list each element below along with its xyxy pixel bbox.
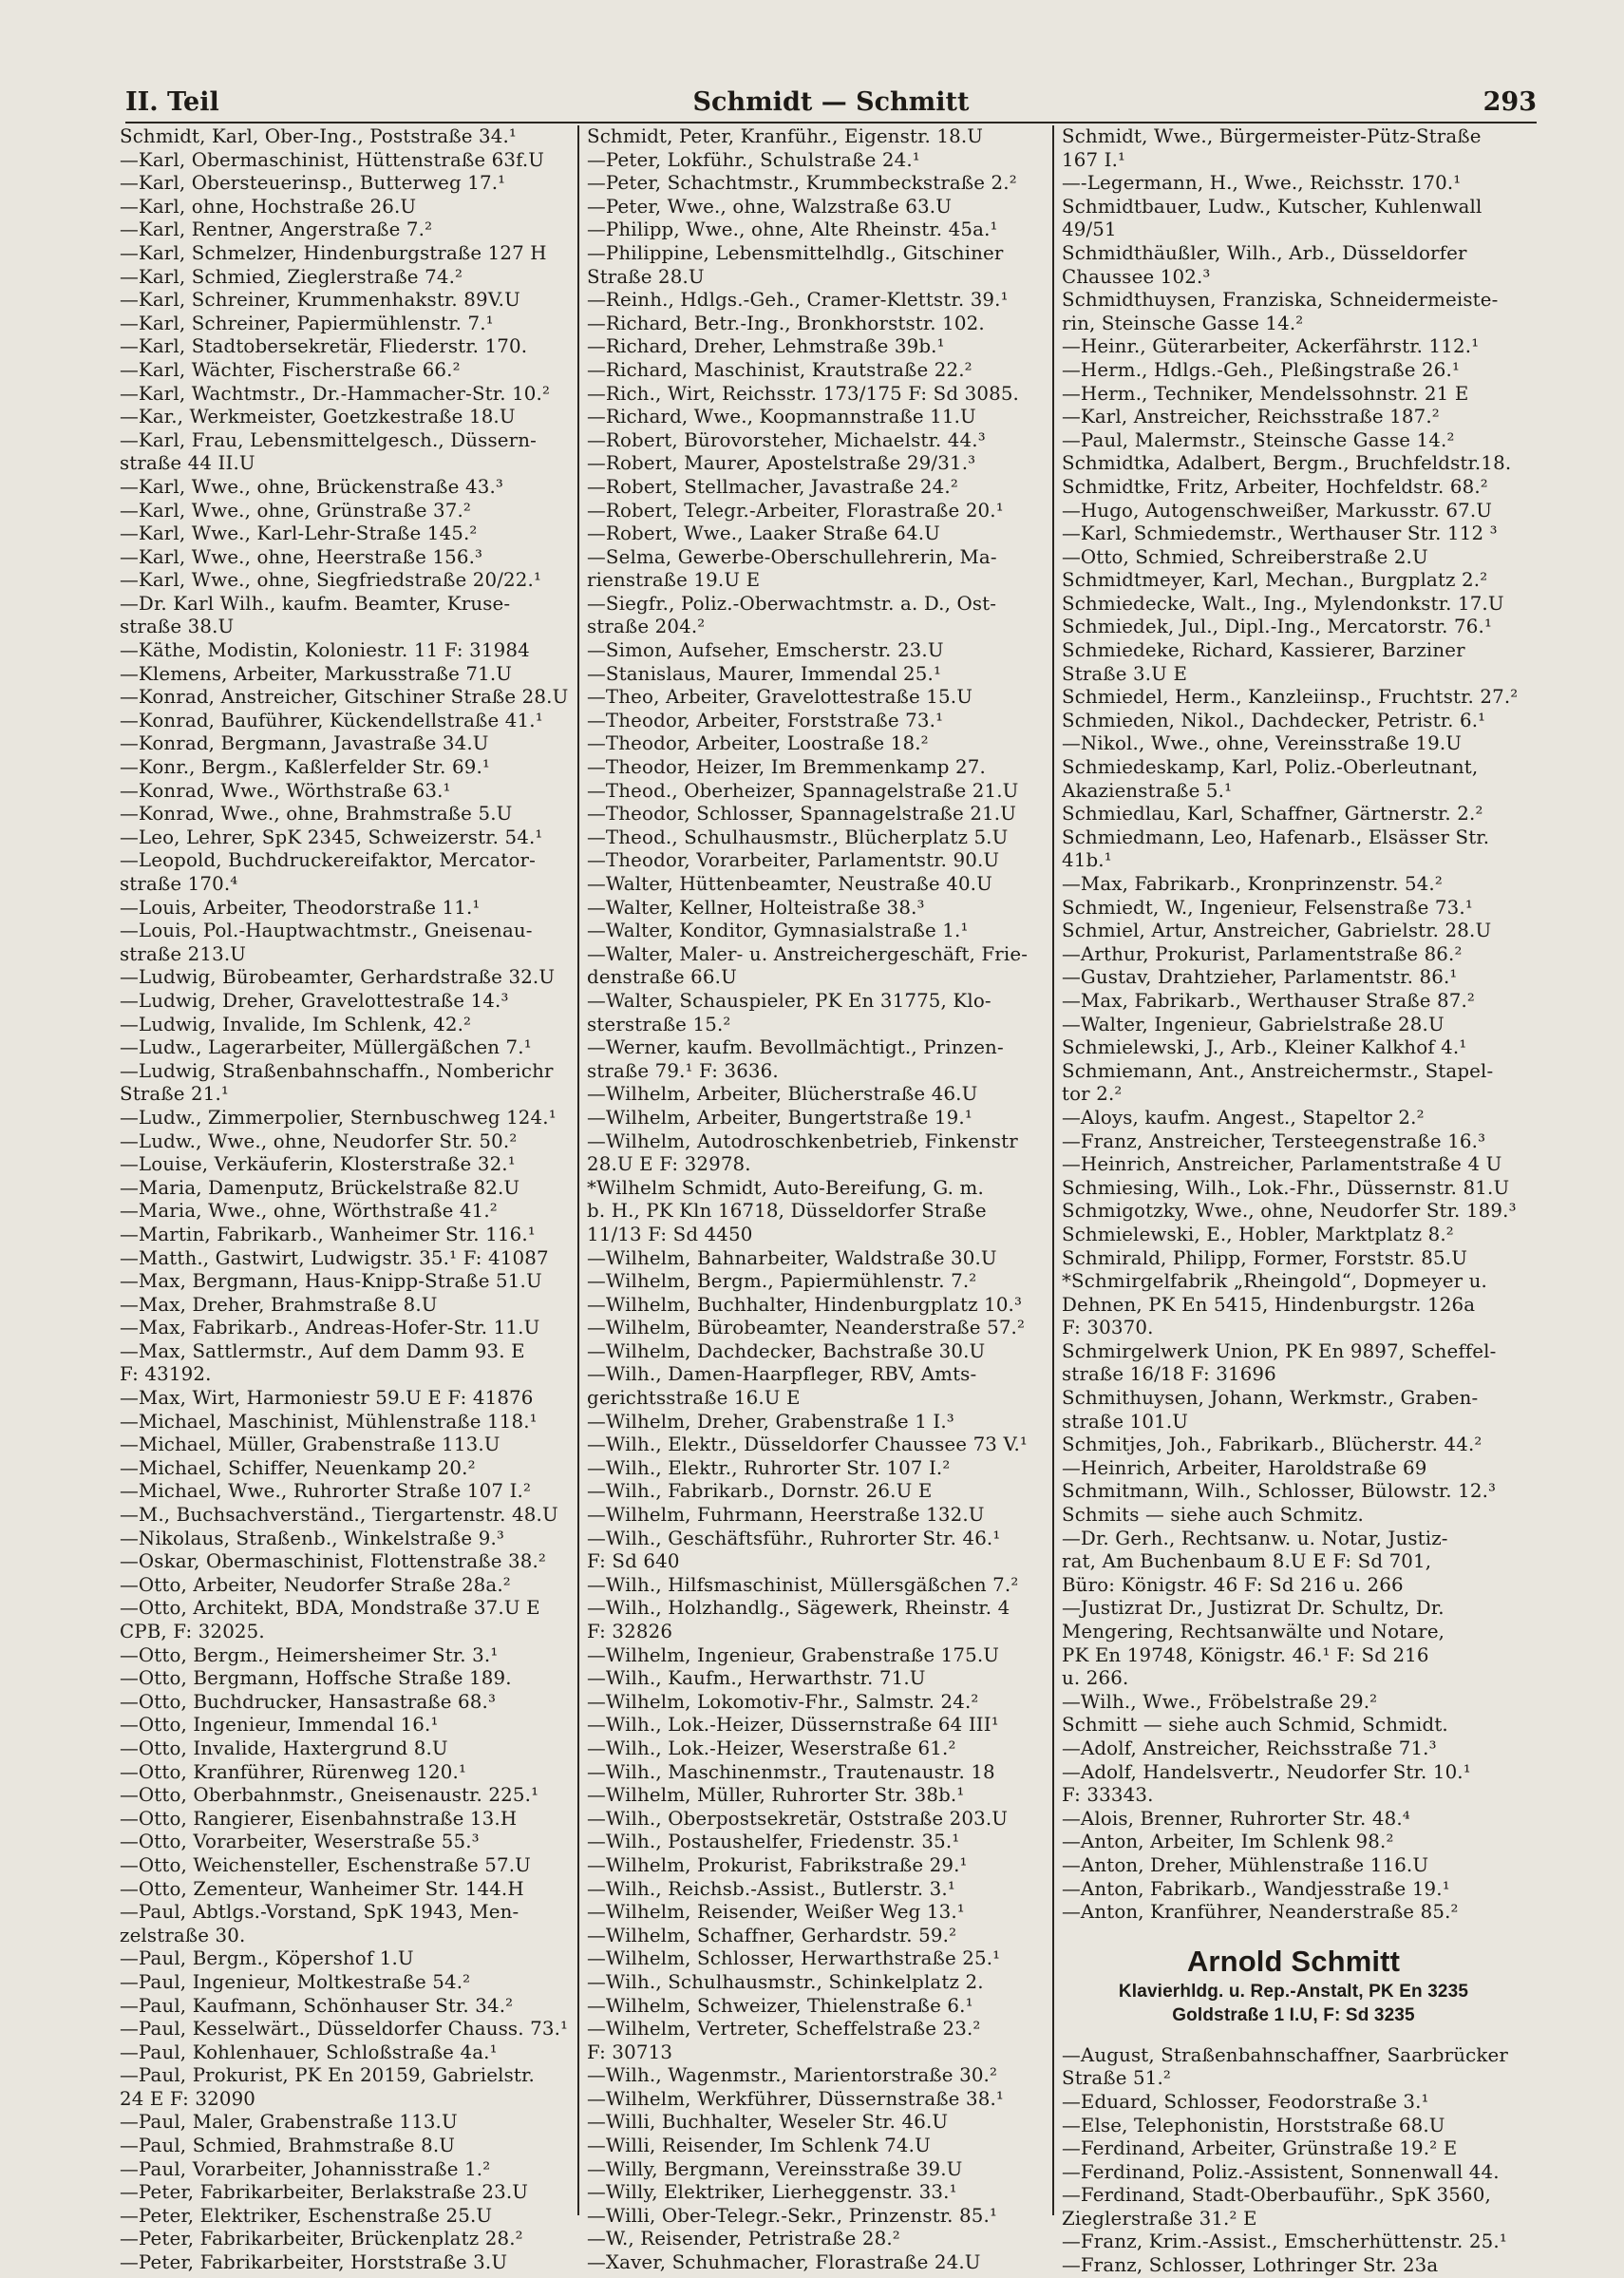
directory-entry-line: —Ferdinand, Arbeiter, Grünstraße 19.² E (1062, 2137, 1458, 2160)
directory-entry-line: —Matth., Gastwirt, Ludwigstr. 35.¹ F: 41087 (120, 1246, 549, 1269)
directory-entry-line: —Wilh., Postaushelfer, Friedenstr. 35.¹ (587, 1831, 960, 1853)
directory-entry-line: —Theodor, Heizer, Im Bremmenkamp 27. (587, 756, 986, 779)
directory-entry-line: —Wilhelm, Schlosser, Herwarthstraße 25.¹ (587, 1947, 1001, 1970)
directory-entry-line: Schmiel, Artur, Anstreicher, Gabrielstr. 28.U (1062, 920, 1492, 942)
directory-entry-line: —Anton, Kranführer, Neanderstraße 85.² (1062, 1901, 1459, 1924)
directory-entry-line: —Karl, ohne, Hochstraße 26.U (120, 195, 417, 218)
directory-entry-line: —Heinr., Güterarbeiter, Ackerfährstr. 112.¹ (1062, 335, 1480, 358)
directory-entry-line: Straße 51.² (1062, 2067, 1171, 2090)
directory-entry-line: —Karl, Wwe., ohne, Grünstraße 37.² (120, 499, 472, 522)
directory-entry-line: —Werner, kaufm. Bevollmächtigt., Prinzen- (587, 1036, 1004, 1059)
directory-entry-line: —Karl, Obermaschinist, Hüttenstraße 63f.U (120, 148, 545, 171)
directory-entry-line: —Wilh., Holzhandlg., Sägewerk, Rheinstr. 4 (587, 1597, 1010, 1620)
directory-entry-line: —Paul, Prokurist, PK En 20159, Gabrielstr. (120, 2064, 535, 2087)
directory-entry-line: —Leo, Lehrer, SpK 2345, Schweizerstr. 54.¹ (120, 826, 543, 848)
directory-entry-line: —Nikol., Wwe., ohne, Vereinsstraße 19.U (1062, 732, 1463, 755)
directory-entry-line: —Wilhelm, Werkführer, Düssernstraße 38.¹ (587, 2087, 1004, 2110)
directory-entry-line: —Max, Sattlermstr., Auf dem Damm 93. E (120, 1339, 525, 1362)
directory-entry-line: —Paul, Kaufmann, Schönhauser Str. 34.² (120, 1994, 514, 2017)
directory-entry-line: —Wilh., Hilfsmaschinist, Müllersgäßchen 7.² (587, 1573, 1019, 1596)
directory-entry-line: Schmirald, Philipp, Former, Forststr. 85.U (1062, 1246, 1468, 1269)
directory-entry-line: —Richard, Betr.-Ing., Bronkhorststr. 102. (587, 312, 985, 334)
directory-entry-line: Straße 3.U E (1062, 662, 1188, 685)
directory-entry-line: straße 16/18 F: 31696 (1062, 1363, 1276, 1386)
column-3 (1052, 125, 1525, 2277)
directory-entry-line: —Wilh., Damen-Haarpfleger, RBV, Amts- (587, 1363, 977, 1386)
directory-entry-line: straße 170.⁴ (120, 873, 238, 895)
directory-entry-line: Schmigotzky, Wwe., ohne, Neudorfer Str. 189.³ (1062, 1200, 1517, 1223)
directory-entry-line: —Peter, Fabrikarbeiter, Brückenplatz 28.² (120, 2228, 523, 2250)
directory-entry-line: —Konrad, Wwe., ohne, Brahmstraße 5.U (120, 803, 513, 826)
directory-entry-line: —Wilh., Wwe., Fröbelstraße 29.² (1062, 1690, 1378, 1713)
directory-entry-line: —Willy, Elektriker, Lierheggenstr. 33.¹ (587, 2181, 957, 2204)
directory-entry-line: Schmiedt, W., Ingenieur, Felsenstraße 73.¹ (1062, 896, 1473, 919)
directory-entry-line: Schmidtbauer, Ludw., Kutscher, Kuhlenwall (1062, 195, 1482, 218)
directory-entry-line: —Karl, Wwe., ohne, Brückenstraße 43.³ (120, 475, 503, 498)
directory-entry-line: —Käthe, Modistin, Koloniestr. 11 F: 31984 (120, 639, 530, 662)
header-rule (125, 122, 1537, 123)
directory-entry-line: Schmidtmeyer, Karl, Mechan., Burgplatz 2.² (1062, 569, 1488, 592)
directory-entry-line: Büro: Königstr. 46 F: Sd 216 u. 266 (1062, 1573, 1404, 1596)
directory-entry-line: —Walter, Konditor, Gymnasialstraße 1.¹ (587, 920, 969, 942)
directory-entry-line: Straße 28.U (587, 265, 705, 288)
directory-entry-line: 28.U E F: 32978. (587, 1153, 751, 1176)
directory-entry-line: Akazienstraße 5.¹ (1062, 779, 1233, 802)
directory-entry-line: —Heinrich, Arbeiter, Haroldstraße 69 (1062, 1456, 1427, 1479)
directory-entry-line: rat, Am Buchenbaum 8.U E F: Sd 701, (1062, 1550, 1432, 1573)
directory-entry-line: —Else, Telephonistin, Horststraße 68.U (1062, 2114, 1445, 2136)
directory-entry-line: —Ludwig, Bürobeamter, Gerhardstraße 32.U (120, 966, 556, 989)
directory-entry-line: —Wilhelm, Prokurist, Fabrikstraße 29.¹ (587, 1853, 968, 1876)
directory-entry-line: —-Legermann, H., Wwe., Reichsstr. 170.¹ (1062, 172, 1462, 195)
directory-entry-line: —Paul, Schmied, Brahmstraße 8.U (120, 2135, 456, 2157)
directory-entry-line: —Wilhelm, Autodroschkenbetrieb, Finkenstr (587, 1130, 1018, 1152)
directory-entry-line: —Heinrich, Anstreicher, Parlamentstraße 4 U (1062, 1153, 1502, 1176)
advert-line-1: Klavierhldg. u. Rep.-Anstalt, PK En 3235 (1118, 1981, 1469, 2002)
directory-entry-line: —Michael, Maschinist, Mühlenstraße 118.¹ (120, 1410, 538, 1433)
directory-entry-line: —Wilhelm, Müller, Ruhrorter Str. 38b.¹ (587, 1784, 965, 1807)
directory-entry-line: Schmiedel, Herm., Kanzleiinsp., Fruchtstr. 27.² (1062, 686, 1519, 709)
directory-entry-line: —Theodor, Schlosser, Spannagelstraße 21.U (587, 803, 1017, 826)
directory-entry-line: Schmiedecke, Walt., Ing., Mylendonkstr. 17.U (1062, 592, 1504, 615)
directory-entry-line: —Peter, Wwe., ohne, Walzstraße 63.U (587, 195, 953, 218)
directory-entry-line: —Theo, Arbeiter, Gravelottestraße 15.U (587, 686, 973, 709)
directory-entry-line: —Otto, Architekt, BDA, Mondstraße 37.U E (120, 1597, 540, 1620)
directory-entry-line: —Wilhelm, Fuhrmann, Heerstraße 132.U (587, 1504, 985, 1527)
directory-entry-line: PK En 19748, Königstr. 46.¹ F: Sd 216 (1062, 1643, 1429, 1666)
directory-entry-line: —Paul, Kohlenhauer, Schloßstraße 4a.¹ (120, 2041, 498, 2063)
directory-entry-line: rienstraße 19.U E (587, 569, 761, 592)
directory-entry-line: —Ludwig, Invalide, Im Schlenk, 42.² (120, 1013, 472, 1035)
directory-entry-line: —Franz, Anstreicher, Tersteegenstraße 16.³ (1062, 1130, 1486, 1152)
directory-entry-line: Schmitjes, Joh., Fabrikarb., Blücherstr. 44.² (1062, 1433, 1482, 1456)
directory-entry-line: —Herm., Hdlgs.-Geh., Pleßingstraße 26.¹ (1062, 358, 1461, 381)
directory-entry-line: Schmidt, Karl, Ober-Ing., Poststraße 34.¹ (120, 125, 517, 147)
directory-entry-line: straße 213.U (120, 942, 247, 965)
directory-entry-line: —Willi, Reisender, Im Schlenk 74.U (587, 2135, 931, 2157)
directory-entry-line: Schmidt, Peter, Kranführ., Eigenstr. 18.U (587, 125, 984, 147)
advert-name: Arnold Schmitt (1186, 1944, 1401, 1978)
directory-entry-line: —Wilhelm, Arbeiter, Bungertstraße 19.¹ (587, 1106, 973, 1129)
directory-entry-line: —Karl, Wwe., ohne, Siegfriedstraße 20/22.¹ (120, 569, 542, 592)
directory-entry-line: —Wilh., Schulhausmstr., Schinkelplatz 2. (587, 1970, 984, 1993)
directory-entry-line: —Klemens, Arbeiter, Markusstraße 71.U (120, 662, 513, 685)
directory-entry-line: b. H., PK Kln 16718, Düsseldorfer Straße (587, 1200, 987, 1223)
directory-entry-line: —Arthur, Prokurist, Parlamentstraße 86.² (1062, 942, 1463, 965)
directory-entry-line: —Otto, Rangierer, Eisenbahnstraße 13.H (120, 1807, 518, 1830)
directory-entry-line: rin, Steinsche Gasse 14.² (1062, 312, 1304, 334)
directory-entry-line: —Peter, Fabrikarbeiter, Berlakstraße 23.U (120, 2181, 529, 2204)
directory-entry-line: —Louise, Verkäuferin, Klosterstraße 32.¹ (120, 1153, 516, 1176)
directory-entry-line: —Ludw., Lagerarbeiter, Müllergäßchen 7.¹ (120, 1036, 532, 1059)
directory-entry-line: —Walter, Kellner, Holteistraße 38.³ (587, 896, 925, 919)
directory-entry-line: —Wilh., Maschinenmstr., Trautenaustr. 18 (587, 1760, 995, 1783)
directory-entry-line: straße 79.¹ F: 3636. (587, 1059, 779, 1082)
directory-entry-line: —Michael, Müller, Grabenstraße 113.U (120, 1433, 500, 1456)
directory-entry-line: —Richard, Dreher, Lehmstraße 39b.¹ (587, 335, 945, 358)
directory-entry-line: —Theod., Oberheizer, Spannagelstraße 21.U (587, 779, 1019, 802)
directory-entry-line: F: 32826 (587, 1621, 673, 1642)
directory-entry-line: —Oskar, Obermaschinist, Flottenstraße 38.² (120, 1550, 546, 1573)
directory-entry-line: —Willi, Buchhalter, Weseler Str. 46.U (587, 2111, 949, 2134)
directory-entry-line: —Walter, Schauspieler, PK En 31775, Klo- (587, 989, 991, 1012)
directory-entry-line: Schmiedek, Jul., Dipl.-Ing., Mercatorstr. 76.¹ (1062, 616, 1493, 638)
directory-entry-line: —Konrad, Bauführer, Kückendellstraße 41.¹ (120, 709, 543, 731)
directory-entry-line: —Otto, Oberbahnmstr., Gneisenaustr. 225.¹ (120, 1784, 539, 1807)
directory-entry-line: —Wilhelm, Buchhalter, Hindenburgplatz 10.³ (587, 1293, 1023, 1316)
directory-entry-line: —Peter, Schachtmstr., Krummbeckstraße 2.² (587, 172, 1017, 195)
directory-entry-line: —Otto, Ingenieur, Immendal 16.¹ (120, 1714, 439, 1737)
directory-entry-line: u. 266. (1062, 1667, 1129, 1690)
directory-entry-line: —Robert, Bürovorsteher, Michaelstr. 44.³ (587, 428, 986, 451)
directory-entry-line: —Nikolaus, Straßenb., Winkelstraße 9.³ (120, 1527, 504, 1549)
part-label: II. Teil (125, 87, 219, 117)
directory-entry-line: —Karl, Obersteuerinsp., Butterweg 17.¹ (120, 172, 506, 195)
directory-entry-line: —W., Reisender, Petristraße 28.² (587, 2228, 900, 2250)
directory-entry-line: Schmitt — siehe auch Schmid, Schmidt. (1062, 1714, 1448, 1737)
directory-entry-line: —Xaver, Schuhmacher, Florastraße 24.U (587, 2251, 981, 2274)
directory-entry-line: Chaussee 102.³ (1062, 265, 1211, 288)
directory-entry-line: —Peter, Lokführ., Schulstraße 24.¹ (587, 148, 920, 171)
directory-entry-line: Schmieden, Nikol., Dachdecker, Petristr. 6.¹ (1062, 709, 1486, 731)
directory-entry-line: —Wilhelm, Reisender, Weißer Weg 13.¹ (587, 1901, 965, 1924)
directory-entry-line: —Konrad, Anstreicher, Gitschiner Straße 28.U (120, 686, 569, 709)
page-title: Schmidt — Schmitt (692, 87, 970, 117)
directory-entry-line: —Karl, Schmiedemstr., Werthauser Str. 112 ³ (1062, 522, 1498, 545)
directory-entry-line: —Otto, Zementeur, Wanheimer Str. 144.H (120, 1877, 524, 1900)
directory-entry-line: —Paul, Vorarbeiter, Johannisstraße 1.² (120, 2157, 491, 2180)
directory-entry-line: —Ludwig, Straßenbahnschaffn., Nomberichr (120, 1059, 554, 1082)
directory-entry-line: —Wilh., Elektr., Düsseldorfer Chaussee 73 V.¹ (587, 1433, 1028, 1456)
directory-entry-line: Straße 21.¹ (120, 1083, 229, 1106)
directory-entry-line: —Alois, Brenner, Ruhrorter Str. 48.⁴ (1062, 1807, 1410, 1830)
directory-entry-line: —Max, Fabrikarb., Andreas-Hofer-Str. 11.U (120, 1317, 540, 1339)
directory-entry-line: —Michael, Schiffer, Neuenkamp 20.² (120, 1456, 476, 1479)
directory-entry-line: —Theodor, Vorarbeiter, Parlamentstr. 90.U (587, 849, 1000, 872)
directory-entry-line: *Wilhelm Schmidt, Auto-Bereifung, G. m. (587, 1176, 984, 1199)
directory-entry-line: —Karl, Schmelzer, Hindenburgstraße 127 H (120, 241, 547, 264)
directory-entry-line: —Peter, Elektriker, Eschenstraße 25.U (120, 2204, 493, 2227)
directory-entry-line: F: 30713 (587, 2041, 673, 2063)
directory-entry-line: Schmiesing, Wilh., Lok.-Fhr., Düssernstr. 81.U (1062, 1176, 1510, 1199)
directory-entry-line: straße 44 II.U (120, 452, 255, 475)
directory-entry-line: —Otto, Bergmann, Hoffsche Straße 189. (120, 1667, 512, 1690)
directory-entry-line: —Ludw., Zimmerpolier, Sternbuschweg 124.¹ (120, 1106, 557, 1129)
directory-entry-line: sterstraße 15.² (587, 1013, 731, 1035)
directory-entry-line: —Max, Bergmann, Haus-Knipp-Straße 51.U (120, 1270, 542, 1293)
page-header (125, 87, 1537, 125)
directory-entry-line: —Wilhelm, Bahnarbeiter, Waldstraße 30.U (587, 1246, 997, 1269)
directory-entry-line: —Dr. Gerh., Rechtsanw. u. Notar, Justiz- (1062, 1527, 1448, 1549)
directory-entry-line: —Kar., Werkmeister, Goetzkestraße 18.U (120, 406, 516, 428)
directory-entry-line: Schmiedmann, Leo, Hafenarb., Elsässer Str. (1062, 826, 1490, 848)
directory-entry-line: —Wilhelm, Dreher, Grabenstraße 1 I.³ (587, 1410, 954, 1433)
directory-entry-line: —Wilhelm, Ingenieur, Grabenstraße 175.U (587, 1643, 1000, 1666)
directory-entry-line: —Justizrat Dr., Justizrat Dr. Schultz, Dr. (1062, 1597, 1445, 1620)
directory-entry-line: —Franz, Schlosser, Lothringer Str. 23a (1062, 2254, 1439, 2277)
directory-entry-line: 49/51 (1062, 218, 1117, 241)
directory-entry-line: Schmiemann, Ant., Anstreichermstr., Stapel- (1062, 1059, 1494, 1082)
directory-entry-line: F: 43192. (120, 1363, 212, 1386)
directory-entry-line: denstraße 66.U (587, 966, 737, 989)
directory-entry-line: —Ludwig, Dreher, Gravelottestraße 14.³ (120, 989, 509, 1012)
directory-entry-line: —Martin, Fabrikarb., Wanheimer Str. 116.¹ (120, 1223, 536, 1245)
directory-entry-line: —Karl, Wachtmstr., Dr.-Hammacher-Str. 10.² (120, 382, 551, 405)
directory-entry-line: —Max, Wirt, Harmoniestr 59.U E F: 41876 (120, 1387, 534, 1410)
directory-entry-line: —Otto, Bergm., Heimersheimer Str. 3.¹ (120, 1643, 499, 1666)
column-3-entries-top (1062, 125, 1525, 1925)
directory-entry-line: *Schmirgelfabrik „Rheingold“, Dopmeyer u. (1062, 1270, 1487, 1293)
directory-entry-line: —Robert, Maurer, Apostelstraße 29/31.³ (587, 452, 976, 475)
advertisement (1062, 1944, 1525, 2027)
directory-entry-line: —Wilh., Reichsb.-Assist., Butlerstr. 3.¹ (587, 1877, 955, 1900)
directory-entry-line: Schmiedeke, Richard, Kassierer, Barziner (1062, 639, 1465, 662)
directory-entry-line: Zieglerstraße 31.² E (1062, 2207, 1257, 2230)
directory-entry-line: —Wilh., Oberpostsekretär, Oststraße 203.U (587, 1807, 1009, 1830)
directory-entry-line: —Wilhelm, Bergm., Papiermühlenstr. 7.² (587, 1270, 977, 1293)
directory-entry-line: Schmidthuysen, Franziska, Schneidermeiste- (1062, 289, 1499, 312)
directory-entry-line: —Paul, Ingenieur, Moltkestraße 54.² (120, 1970, 471, 1993)
directory-entry-line: —Ludw., Wwe., ohne, Neudorfer Str. 50.² (120, 1130, 518, 1152)
directory-entry-line: —Theodor, Arbeiter, Forststraße 73.¹ (587, 709, 944, 731)
directory-entry-line: —Louis, Arbeiter, Theodorstraße 11.¹ (120, 896, 481, 919)
directory-entry-line: —Paul, Abtlgs.-Vorstand, SpK 1943, Men- (120, 1901, 519, 1924)
directory-entry-line: —Philippine, Lebensmittelhdlg., Gitschiner (587, 241, 1004, 264)
directory-page (112, 84, 1537, 2277)
directory-entry-line: —Simon, Aufseher, Emscherstr. 23.U (587, 639, 944, 662)
directory-entry-line: —Konrad, Wwe., Wörthstraße 63.¹ (120, 779, 451, 802)
directory-entry-line: —Maria, Wwe., ohne, Wörthstraße 41.² (120, 1200, 498, 1223)
directory-entry-line: F: 33343. (1062, 1784, 1154, 1807)
directory-entry-line: CPB, F: 32025. (120, 1621, 265, 1642)
directory-entry-line: Schmidtke, Fritz, Arbeiter, Hochfeldstr. 68.² (1062, 475, 1488, 498)
directory-entry-line: —Max, Dreher, Brahmstraße 8.U (120, 1293, 438, 1316)
column-3-entries-bottom (1062, 2044, 1525, 2278)
directory-entry-line: 11/13 F: Sd 4450 (587, 1223, 753, 1245)
directory-entry-line: —Karl, Anstreicher, Reichsstraße 187.² (1062, 406, 1440, 428)
directory-entry-line: —Richard, Maschinist, Krautstraße 22.² (587, 358, 973, 381)
directory-entry-line: —Wilh., Lok.-Heizer, Düssernstraße 64 III¹ (587, 1714, 999, 1737)
directory-entry-line: —Otto, Buchdrucker, Hansastraße 68.³ (120, 1690, 497, 1713)
directory-entry-line: —Stanislaus, Maurer, Immendal 25.¹ (587, 662, 942, 685)
directory-entry-line: —Wilhelm, Schweizer, Thielenstraße 6.¹ (587, 1994, 973, 2017)
directory-entry-line: Schmirgelwerk Union, PK En 9897, Scheffel- (1062, 1339, 1497, 1362)
directory-entry-line: F: 30370. (1062, 1317, 1154, 1339)
directory-entry-line: —Walter, Ingenieur, Gabrielstraße 28.U (1062, 1013, 1445, 1035)
directory-entry-line: Schmits — siehe auch Schmitz. (1062, 1504, 1364, 1527)
directory-entry-line: —Walter, Hüttenbeamter, Neustraße 40.U (587, 873, 992, 895)
directory-entry-line: —Philipp, Wwe., ohne, Alte Rheinstr. 45a.¹ (587, 218, 998, 241)
directory-entry-line: —Paul, Kesselwärt., Düsseldorfer Chauss. 73.¹ (120, 2018, 569, 2041)
page-number: 293 (1482, 87, 1537, 117)
directory-entry-line: —Theod., Schulhausmstr., Blücherplatz 5.U (587, 826, 1009, 848)
directory-entry-line: —Otto, Arbeiter, Neudorfer Straße 28a.² (120, 1573, 511, 1596)
directory-entry-line: —Wilh., Elektr., Ruhrorter Str. 107 I.² (587, 1456, 951, 1479)
directory-entry-line: —Karl, Stadtobersekretär, Fliederstr. 170. (120, 335, 528, 358)
directory-entry-line: —Willi, Ober-Telegr.-Sekr., Prinzenstr. 85.¹ (587, 2204, 998, 2227)
directory-entry-line: —Konrad, Bergmann, Javastraße 34.U (120, 732, 489, 755)
directory-entry-line: —Gustav, Drahtzieher, Parlamentstr. 86.¹ (1062, 966, 1458, 989)
directory-entry-line: F: Sd 640 (587, 1550, 680, 1573)
directory-entry-line: —Karl, Schmied, Zieglerstraße 74.² (120, 265, 463, 288)
directory-entry-line: straße 38.U (120, 616, 235, 638)
directory-entry-line: Schmiedeskamp, Karl, Poliz.-Oberleutnant, (1062, 756, 1479, 779)
directory-entry-line: zelstraße 30. (120, 1924, 246, 1946)
directory-entry-line: Schmiedlau, Karl, Schaffner, Gärtnerstr. 2.² (1062, 803, 1483, 826)
directory-entry-line: tor 2.² (1062, 1083, 1123, 1106)
directory-entry-line: —Selma, Gewerbe-Oberschullehrerin, Ma- (587, 545, 997, 568)
directory-entry-line: —Wilhelm, Schaffner, Gerhardstr. 59.² (587, 1924, 957, 1946)
directory-entry-line: —Otto, Weichensteller, Eschenstraße 57.U (120, 1853, 531, 1876)
directory-entry-line: Schmithuysen, Johann, Werkmstr., Graben- (1062, 1387, 1479, 1410)
directory-entry-line: —Paul, Maler, Grabenstraße 113.U (120, 2111, 458, 2134)
directory-entry-line: —Wilh., Kaufm., Herwarthstr. 71.U (587, 1667, 926, 1690)
directory-entry-line: straße 204.² (587, 616, 706, 638)
directory-entry-line: —Leopold, Buchdruckereifaktor, Mercator- (120, 849, 536, 872)
directory-entry-line: —Max, Fabrikarb., Kronprinzenstr. 54.² (1062, 873, 1443, 895)
directory-entry-line: Dehnen, PK En 5415, Hindenburgstr. 126a (1062, 1293, 1476, 1316)
directory-entry-line: Schmielewski, J., Arb., Kleiner Kalkhof 4.¹ (1062, 1036, 1467, 1059)
directory-entry-line: —Franz, Krim.-Assist., Emscherhüttenstr. 25.¹ (1062, 2231, 1507, 2253)
directory-entry-line: —Wilh., Fabrikarb., Dornstr. 26.U E (587, 1480, 933, 1503)
directory-entry-line: Schmitmann, Wilh., Schlosser, Bülowstr. 12.³ (1062, 1480, 1497, 1503)
directory-entry-line: —Karl, Schreiner, Papiermühlenstr. 7.¹ (120, 312, 494, 334)
directory-entry-line: 167 I.¹ (1062, 148, 1126, 171)
directory-entry-line: —Otto, Vorarbeiter, Weserstraße 55.³ (120, 1831, 480, 1853)
directory-entry-line: —Konr., Bergm., Kaßlerfelder Str. 69.¹ (120, 756, 490, 779)
directory-entry-line: —Wilh., Lok.-Heizer, Weserstraße 61.² (587, 1737, 956, 1759)
directory-entry-line: —Reinh., Hdlgs.-Geh., Cramer-Klettstr. 39.¹ (587, 289, 1009, 312)
advert-line-2: Goldstraße 1 I.U, F: Sd 3235 (1172, 2004, 1415, 2025)
directory-entry-line: —Eduard, Schlosser, Feodorstraße 3.¹ (1062, 2090, 1429, 2113)
directory-entry-line: straße 101.U (1062, 1410, 1189, 1433)
directory-entry-line: 24 E F: 32090 (120, 2087, 256, 2110)
directory-entry-line: —Wilh., Geschäftsführ., Ruhrorter Str. 46.¹ (587, 1527, 1001, 1549)
directory-entry-line: —Anton, Fabrikarb., Wandjesstraße 19.¹ (1062, 1877, 1450, 1900)
directory-entry-line: —Maria, Damenputz, Brückelstraße 82.U (120, 1176, 520, 1199)
directory-entry-line: —Otto, Schmied, Schreiberstraße 2.U (1062, 545, 1428, 568)
directory-entry-line: —Robert, Telegr.-Arbeiter, Florastraße 20.¹ (587, 499, 1004, 522)
directory-entry-line: —Aloys, kaufm. Angest., Stapeltor 2.² (1062, 1106, 1425, 1129)
directory-entry-line: —Herm., Techniker, Mendelssohnstr. 21 E (1062, 382, 1469, 405)
column-2 (577, 125, 1041, 2274)
directory-entry-line: Schmidtka, Adalbert, Bergm., Bruchfeldstr.18. (1062, 452, 1512, 475)
directory-entry-line: —August, Straßenbahnschaffner, Saarbrücker (1062, 2043, 1508, 2066)
directory-entry-line: —Peter, Fabrikarbeiter, Horststraße 3.U (120, 2251, 508, 2274)
directory-entry-line: —Rich., Wirt, Reichsstr. 173/175 F: Sd 3085. (587, 382, 1019, 405)
directory-entry-line: —Robert, Wwe., Laaker Straße 64.U (587, 522, 940, 545)
directory-entry-line: —Karl, Wächter, Fischerstraße 66.² (120, 358, 461, 381)
directory-entry-line: —Otto, Kranführer, Rürenweg 120.¹ (120, 1760, 467, 1783)
directory-entry-line: —Adolf, Handelsvertr., Neudorfer Str. 10.¹ (1062, 1760, 1471, 1783)
directory-entry-line: —Karl, Schreiner, Krummenhakstr. 89V.U (120, 289, 520, 312)
directory-entry-line: —Willy, Bergmann, Vereinsstraße 39.U (587, 2157, 963, 2180)
directory-entry-line: —Ferdinand, Poliz.-Assistent, Sonnenwall 44. (1062, 2160, 1500, 2183)
directory-entry-line: —Wilh., Wagenmstr., Marientorstraße 30.² (587, 2064, 998, 2087)
directory-entry-line: —Karl, Wwe., Karl-Lehr-Straße 145.² (120, 522, 478, 545)
directory-entry-line: 41b.¹ (1062, 849, 1112, 872)
directory-entry-line: —Hugo, Autogenschweißer, Markusstr. 67.U (1062, 499, 1493, 522)
directory-entry-line: —Siegfr., Poliz.-Oberwachtmstr. a. D., Ost- (587, 592, 997, 615)
column-1 (120, 125, 576, 2274)
directory-entry-line: —M., Buchsachverständ., Tiergartenstr. 48.U (120, 1504, 558, 1527)
directory-entry-line: —Wilhelm, Vertreter, Scheffelstraße 23.² (587, 2018, 981, 2041)
directory-entry-line: —Wilhelm, Dachdecker, Bachstraße 30.U (587, 1339, 986, 1362)
directory-entry-line: gerichtsstraße 16.U E (587, 1387, 801, 1410)
directory-entry-line: Schmidthäußler, Wilh., Arb., Düsseldorfer (1062, 241, 1467, 264)
directory-entry-line: —Otto, Invalide, Haxtergrund 8.U (120, 1737, 448, 1759)
directory-entry-line: —Walter, Maler- u. Anstreichergeschäft, Frie- (587, 942, 1029, 965)
directory-entry-line: —Theodor, Arbeiter, Loostraße 18.² (587, 732, 929, 755)
directory-entry-line: —Richard, Wwe., Koopmannstraße 11.U (587, 406, 976, 428)
directory-entry-line: —Max, Fabrikarb., Werthauser Straße 87.² (1062, 989, 1475, 1012)
directory-entry-line: Mengering, Rechtsanwälte und Notare, (1062, 1621, 1445, 1642)
directory-entry-line: —Dr. Karl Wilh., kaufm. Beamter, Kruse- (120, 592, 511, 615)
directory-entry-line: —Louis, Pol.-Hauptwachtmstr., Gneisenau- (120, 920, 533, 942)
directory-entry-line: —Karl, Frau, Lebensmittelgesch., Düssern- (120, 428, 537, 451)
directory-entry-line: —Robert, Stellmacher, Javastraße 24.² (587, 475, 958, 498)
directory-entry-line: —Karl, Wwe., ohne, Heerstraße 156.³ (120, 545, 483, 568)
directory-entry-line: —Wilhelm, Arbeiter, Blücherstraße 46.U (587, 1083, 978, 1106)
directory-entry-line: —Anton, Arbeiter, Im Schlenk 98.² (1062, 1831, 1394, 1853)
directory-entry-line: —Paul, Malermstr., Steinsche Gasse 14.² (1062, 428, 1455, 451)
directory-entry-line: —Adolf, Anstreicher, Reichsstraße 71.³ (1062, 1737, 1437, 1759)
directory-entry-line: —Anton, Dreher, Mühlenstraße 116.U (1062, 1853, 1429, 1876)
directory-entry-line: —Ferdinand, Stadt-Oberbauführ., SpK 3560, (1062, 2184, 1491, 2207)
directory-entry-line: Schmidt, Wwe., Bürgermeister-Pütz-Straße (1062, 125, 1482, 147)
directory-entry-line: —Wilhelm, Bürobeamter, Neanderstraße 57.² (587, 1317, 1026, 1339)
directory-entry-line: —Karl, Rentner, Angerstraße 7.² (120, 218, 433, 241)
directory-entry-line: Schmielewski, E., Hobler, Marktplatz 8.² (1062, 1223, 1454, 1245)
directory-entry-line: —Michael, Wwe., Ruhrorter Straße 107 I.² (120, 1480, 532, 1503)
directory-entry-line: —Paul, Bergm., Köpershof 1.U (120, 1947, 414, 1970)
directory-entry-line: —Wilhelm, Lokomotiv-Fhr., Salmstr. 24.² (587, 1690, 979, 1713)
